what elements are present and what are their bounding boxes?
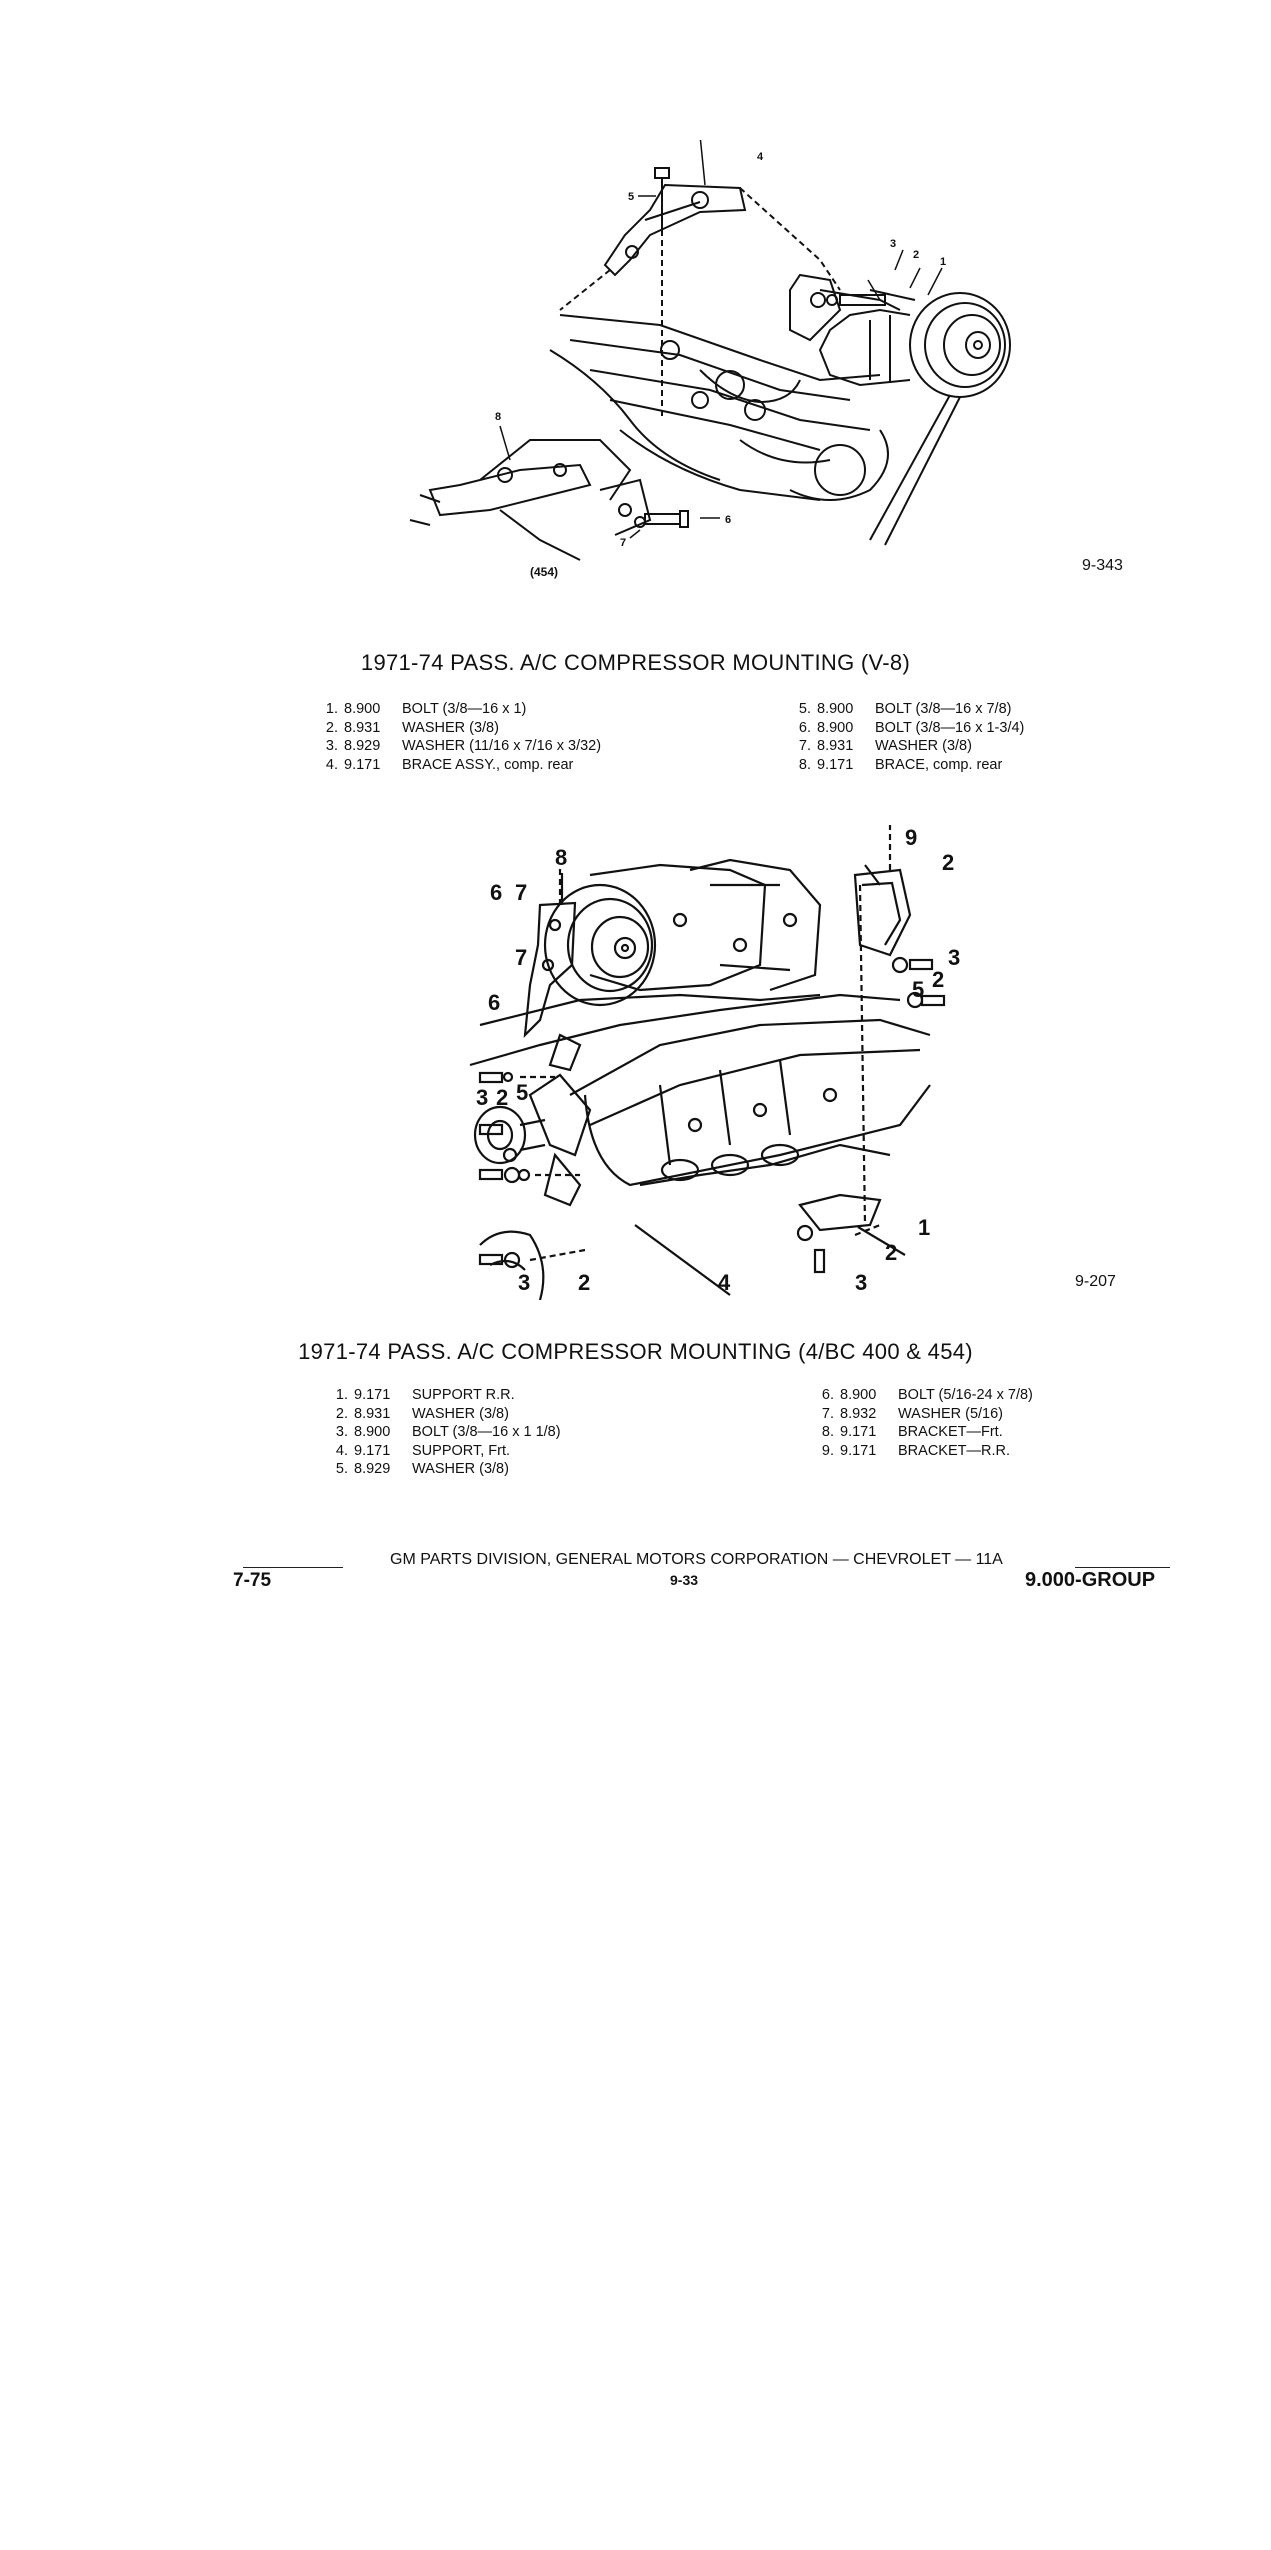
footer-group: 9.000-GROUP bbox=[1025, 1569, 1156, 1591]
callout-3: 3 bbox=[855, 1270, 868, 1295]
figure-2-title: 1971-74 PASS. A/C COMPRESSOR MOUNTING (4/BC 400 & 454) bbox=[298, 1339, 973, 1364]
footer-page-number: 9-33 bbox=[670, 1572, 699, 1588]
part-row: 2. 8.931 WASHER (3/8) bbox=[325, 719, 499, 736]
part-row: 4. 9.171 SUPPORT, Frt. bbox=[335, 1442, 511, 1459]
figure-1-illustration bbox=[400, 140, 1040, 580]
callout-7: 7 bbox=[515, 880, 528, 905]
figure-1-parts-left bbox=[312, 701, 601, 775]
callout-8: 8 bbox=[555, 845, 568, 870]
callout-5: 5 bbox=[628, 191, 635, 203]
callout-8: 8 bbox=[495, 411, 502, 423]
callout-1: 1 bbox=[918, 1215, 931, 1240]
callout-3: 3 bbox=[476, 1085, 489, 1110]
callout-9: 9 bbox=[905, 825, 918, 850]
figure-1-sublabel: (454) bbox=[530, 565, 559, 579]
part-row: 2. 8.931 WASHER (3/8) bbox=[335, 1405, 509, 1422]
compressor-mounting-v8-drawing bbox=[400, 140, 1040, 580]
footer-publisher: GM PARTS DIVISION, GENERAL MOTORS CORPORATION — CHEVROLET — 11A bbox=[390, 1551, 1003, 1568]
part-row: 9. 9.171 BRACKET—R.R. bbox=[821, 1442, 1010, 1459]
figure-1-number: 9-343 bbox=[1082, 557, 1123, 574]
callout-4: 4 bbox=[757, 151, 764, 163]
part-row: 1. 9.171 SUPPORT R.R. bbox=[335, 1387, 515, 1403]
part-row: 7. 8.932 WASHER (5/16) bbox=[821, 1405, 1004, 1422]
footer-rule-left bbox=[243, 1567, 343, 1568]
callout-2: 2 bbox=[496, 1085, 509, 1110]
figure-2-parts-right bbox=[808, 1387, 1033, 1461]
footer-rule-right bbox=[1075, 1567, 1170, 1568]
callout-2: 2 bbox=[942, 850, 955, 875]
callout-2: 2 bbox=[885, 1240, 898, 1265]
part-row: 4. 9.171 BRACE ASSY., comp. rear bbox=[325, 756, 574, 773]
footer-date-code: 7-75 bbox=[233, 1570, 272, 1591]
callout-3: 3 bbox=[890, 238, 897, 250]
part-row: 5. 8.900 BOLT (3/8—16 x 7/8) bbox=[798, 701, 1012, 717]
callout-5: 5 bbox=[912, 977, 925, 1002]
figure-1-title: 1971-74 PASS. A/C COMPRESSOR MOUNTING (V-8) bbox=[360, 650, 911, 675]
part-row: 8. 9.171 BRACKET—Frt. bbox=[821, 1424, 1003, 1440]
callout-6: 6 bbox=[488, 990, 501, 1015]
callout-2: 2 bbox=[578, 1270, 591, 1295]
figure-2-parts-left bbox=[322, 1387, 561, 1480]
callout-2: 2 bbox=[913, 249, 920, 261]
part-row: 1. 8.900 BOLT (3/8—16 x 1) bbox=[325, 701, 527, 717]
callout-3: 3 bbox=[518, 1270, 531, 1295]
part-row: 5. 8.929 WASHER (3/8) bbox=[335, 1461, 509, 1477]
part-row: 7. 8.931 WASHER (3/8) bbox=[798, 738, 972, 754]
part-row: 3. 8.929 WASHER (11/16 x 7/16 x 3/32) bbox=[325, 738, 602, 754]
part-row: 6. 8.900 BOLT (3/8—16 x 1-3/4) bbox=[798, 719, 1025, 736]
part-row: 8. 9.171 BRACE, comp. rear bbox=[798, 756, 1003, 773]
part-row: 6. 8.900 BOLT (5/16-24 x 7/8) bbox=[821, 1387, 1033, 1403]
figure-2-illustration bbox=[460, 825, 960, 1300]
compressor-mounting-400-454-drawing bbox=[460, 825, 960, 1300]
callout-5: 5 bbox=[516, 1080, 529, 1105]
part-row: 3. 8.900 BOLT (3/8—16 x 1 1/8) bbox=[335, 1424, 561, 1440]
callout-6: 6 bbox=[725, 514, 732, 526]
callout-3: 3 bbox=[948, 945, 960, 970]
callout-7: 7 bbox=[620, 537, 627, 549]
callout-6: 6 bbox=[490, 880, 503, 905]
callout-2: 2 bbox=[932, 967, 945, 992]
callout-4: 4 bbox=[718, 1270, 731, 1295]
figure-2-number: 9-207 bbox=[1075, 1273, 1116, 1290]
callout-7: 7 bbox=[515, 945, 528, 970]
callout-1: 1 bbox=[940, 256, 947, 268]
figure-1-parts-right bbox=[785, 701, 1024, 775]
